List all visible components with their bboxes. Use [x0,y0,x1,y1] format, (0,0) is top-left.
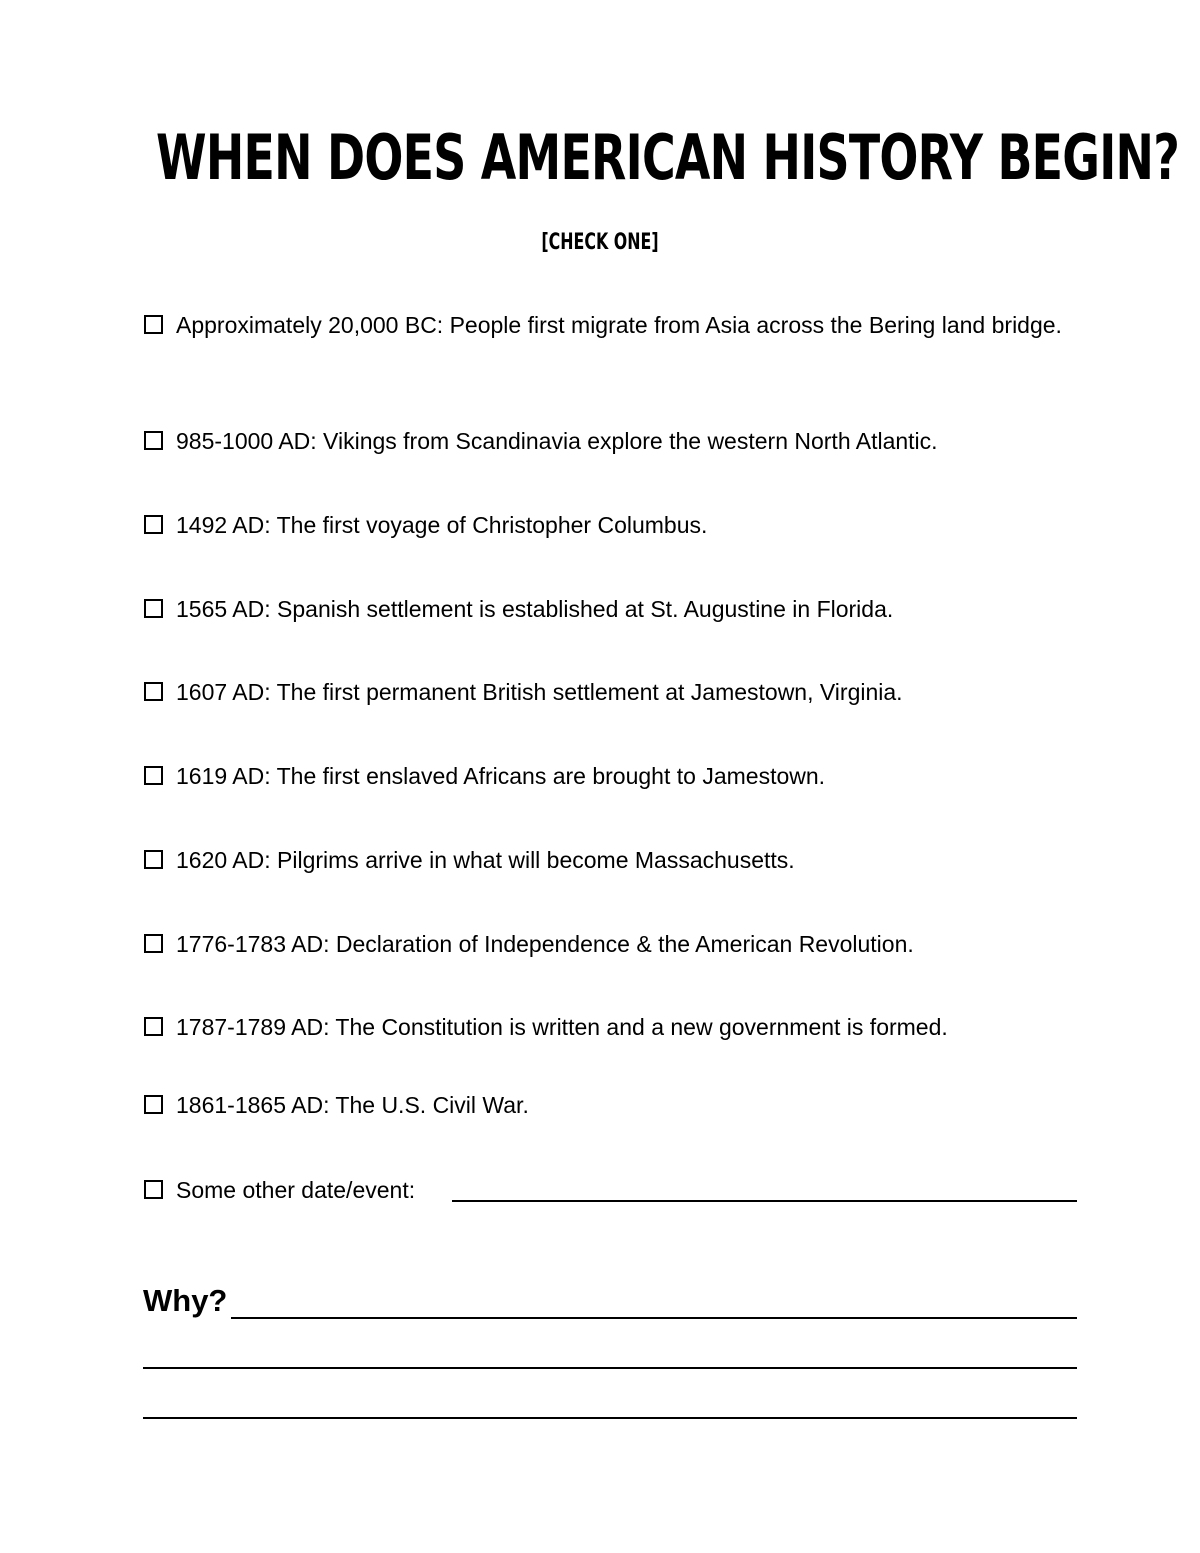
checkbox[interactable] [144,850,163,869]
checkbox[interactable] [144,934,163,953]
why-section [143,1278,1077,1328]
why-label: Why? [143,1283,228,1318]
option-label: 1620 AD: Pilgrims arrive in what will become Massachusetts. [176,847,795,873]
other-option [143,1171,1077,1209]
options-list [143,0,1180,1553]
option-item [143,1086,1083,1124]
option-item [143,925,1083,963]
option-item [143,673,1083,711]
option-item [143,506,1083,544]
checkbox[interactable] [144,315,163,334]
option-label: 1619 AD: The first enslaved Africans are brought to Jamestown. [176,763,826,789]
option-label: 1787-1789 AD: The Constitution is written and a new government is formed. [176,1014,948,1040]
option-label: 1861-1865 AD: The U.S. Civil War. [176,1092,529,1118]
checkbox[interactable] [144,515,163,534]
checkbox[interactable] [144,431,163,450]
other-option-label: Some other date/event: [176,1177,416,1203]
option-label: 1776-1783 AD: Declaration of Independence & the American Revolution. [176,931,914,957]
option-item [143,590,1083,628]
option-label: 1565 AD: Spanish settlement is established at St. Augustine in Florida. [176,596,894,622]
checkbox[interactable] [144,682,163,701]
option-item [143,422,1083,460]
option-label: Approximately 20,000 BC: People first migrate from Asia across the Bering land bridge. [176,312,1062,338]
worksheet-subtitle: [CHECK ONE] [541,230,659,255]
checkbox[interactable] [144,1095,163,1114]
checkbox[interactable] [144,599,163,618]
answer-line[interactable] [143,1417,1077,1419]
option-label: 1492 AD: The first voyage of Christopher Columbus. [176,512,708,538]
option-item [143,306,1083,344]
checkbox[interactable] [144,766,163,785]
checkbox[interactable] [144,1017,163,1036]
answer-line[interactable] [143,1367,1077,1369]
worksheet-title: WHEN DOES AMERICAN HISTORY BEGIN? [156,121,1180,194]
checkbox[interactable] [144,1180,163,1199]
option-item [143,1008,1083,1046]
option-label: 1607 AD: The first permanent British settlement at Jamestown, Virginia. [176,679,903,705]
option-item [143,841,1083,879]
other-answer-line[interactable] [452,1200,1077,1202]
option-item [143,757,1083,795]
option-label: 985-1000 AD: Vikings from Scandinavia explore the western North Atlantic. [176,428,938,454]
why-answer-line[interactable] [231,1317,1077,1319]
